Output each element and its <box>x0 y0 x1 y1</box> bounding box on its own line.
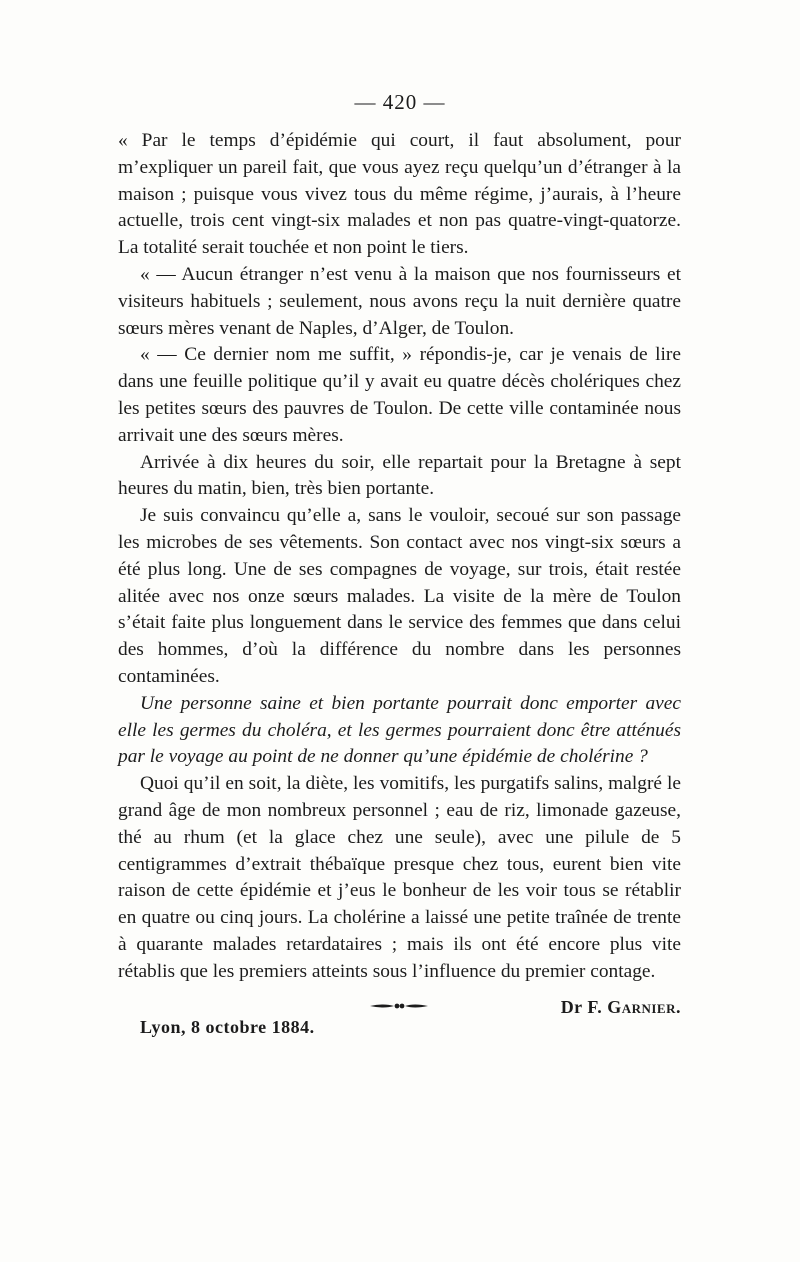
paragraph-2: « — Aucun étranger n’est venu à la maison que nos fournisseurs et visiteurs habituels ; seulement, nous avons reçu la nuit dernière quatre sœurs mères venant de Naples, d’Alger, de Toulon. <box>118 263 681 339</box>
page-number: — 420 — <box>354 90 446 114</box>
paragraph-3: « — Ce dernier nom me suffit, » répondis-je, car je venais de lire dans une feuille politique qu’il y avait eu quatre décès cholériques chez les petites sœurs des pauvres de Toulon. De cette ville contaminée nous arrivait une des sœurs mères. <box>118 344 681 446</box>
paragraph-4: Arrivée à dix heures du soir, elle repartait pour la Bretagne à sept heures du matin, bien, très bien portante. <box>118 451 681 500</box>
paragraph-6: Une personne saine et bien portante pourrait donc emporter avec elle les germes du choléra, et les germes pourraient donc être atténués par le voyage au point de ne donner qu’une épidémie de cholérine ? <box>118 692 681 768</box>
paragraph-7: Quoi qu’il en soit, la diète, les vomitifs, les purgatifs salins, malgré le grand âge de mon nombreux personnel ; eau de riz, limonade gazeuse, thé au rhum (et la glace chez une seule), avec une pilule de 5 centigrammes d’extrait thébaïque presque chez tous, eurent bien vite raison de cette épidémie et j’eus le bonheur de les voir tous se rétablir en quatre ou cinq jours. La cholérine a laissé une petite traînée de trente à quarante malades retardataires ; mais ils ont été encore plus vite rétablis que les premiers atteints sous l’influence du premier contage. <box>118 773 681 982</box>
signature-prefix: Dr <box>560 996 583 1017</box>
author-signature <box>561 994 681 1021</box>
dateline: Lyon, 8 octobre 1884. <box>140 1016 315 1037</box>
body-text <box>118 128 681 1050</box>
paragraph-5: Je suis convaincu qu’elle a, sans le vouloir, secoué sur son passage les microbes de ses vêtements. Son contact avec nos vingt-six sœurs a été plus long. Une de ses compagnes de voyage, sur trois, était restée alitée avec nos onze sœurs malades. La visite de la mère de Toulon s’était faite plus longuement dans le service des femmes que dans celui des hommes, d’où la différence du nombre dans les personnes contaminées. <box>118 505 681 687</box>
paragraph-1: « Par le temps d’épidémie qui court, il faut absolument, pour m’expliquer un pareil fait, que vous ayez reçu quelqu’un d’étranger à la maison ; puisque vous vivez tous du même régime, j’aurais, à l’heure actuelle, trois cent vingt-six malades et non pas quatre-vingt-quatorze. La totalité serait touchée et non point le tiers. <box>118 130 681 259</box>
rule-ornament-icon <box>370 1001 428 1011</box>
signature-name: F. Garnier. <box>587 996 681 1017</box>
